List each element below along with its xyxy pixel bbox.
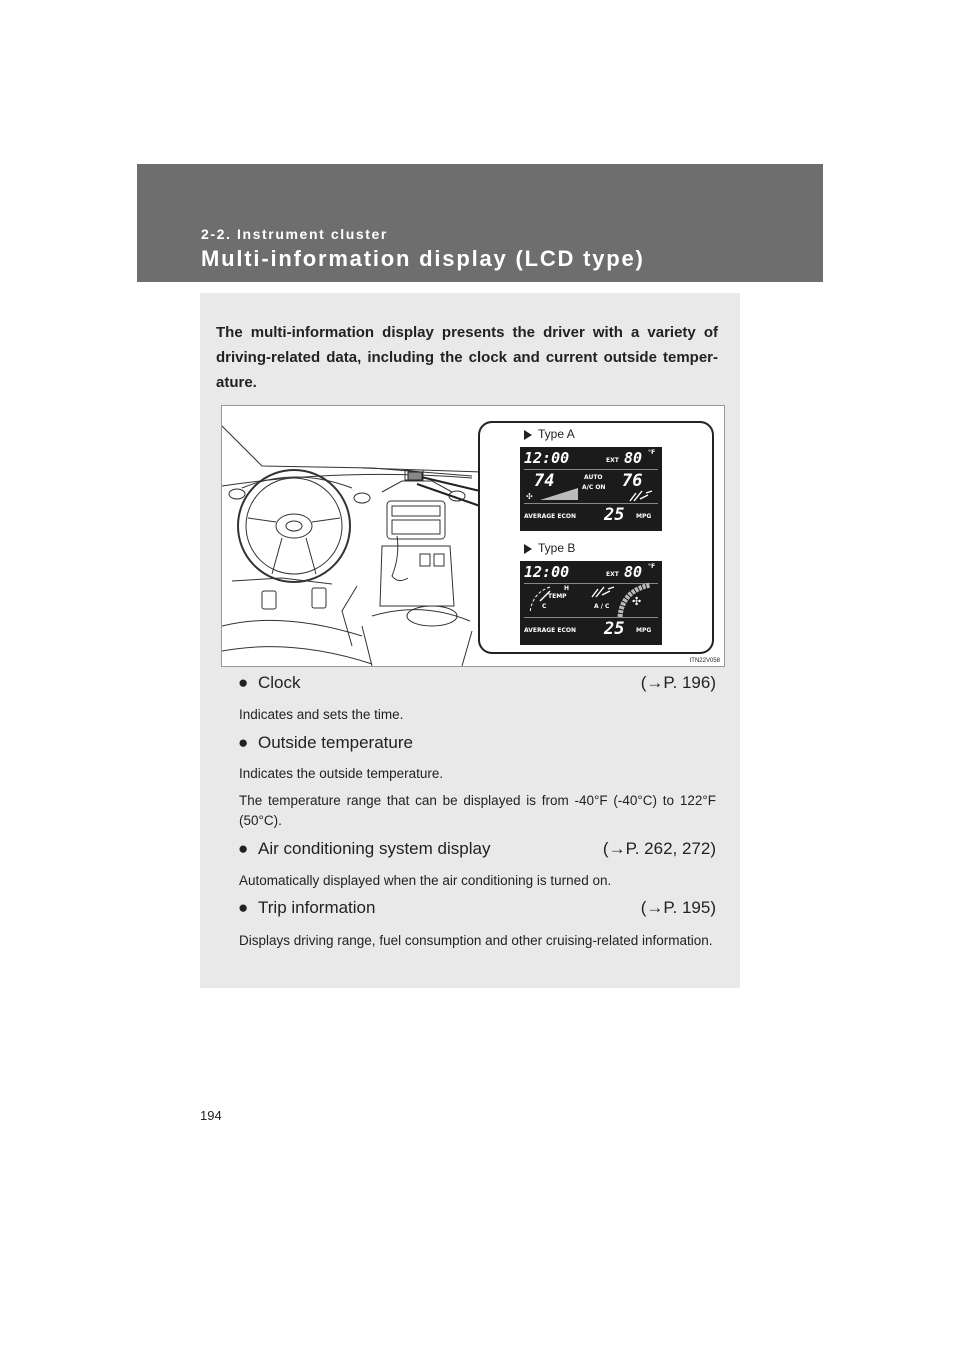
- econ-readout: 25: [604, 505, 625, 525]
- list-item-outside-temperature: [238, 733, 716, 831]
- item-heading: [238, 898, 716, 920]
- airflow-icon: [590, 585, 616, 599]
- item-description: Indicates the outside temperature.: [239, 766, 444, 781]
- item-heading: [238, 839, 716, 861]
- bullet-icon: ●: [238, 898, 249, 917]
- list-item-clock: [238, 673, 716, 725]
- lcd-divider: [524, 503, 658, 504]
- ac-label: A / C: [594, 603, 610, 610]
- bullet-icon: ●: [238, 673, 249, 692]
- ext-label: EXT: [606, 571, 619, 578]
- section-label: 2-2. Instrument cluster: [201, 226, 388, 242]
- fan-icon: ✣: [526, 492, 533, 501]
- cold-label: C: [542, 603, 547, 610]
- fan-level-bars-icon: [540, 487, 580, 501]
- ext-label: EXT: [606, 457, 619, 464]
- figure-code: ITN22V058: [689, 658, 720, 664]
- item-description: Indicates and sets the time.: [239, 707, 404, 722]
- item-heading: [238, 673, 716, 695]
- clock-readout: 12:00: [524, 449, 570, 467]
- hot-label: H: [564, 585, 570, 592]
- mpg-label: MPG: [636, 513, 652, 520]
- page-number: 194: [200, 1108, 222, 1123]
- item-description: Displays driving range, fuel consumption and other cruising-related information.: [239, 933, 713, 948]
- left-temp-readout: 74: [534, 471, 555, 491]
- airflow-icon: [628, 489, 654, 503]
- auto-label: AUTO: [584, 474, 603, 481]
- intro-text: The multi-information display presents the driver with a variety of driving-related data, including the clock and current outside temper-ature.: [216, 324, 718, 391]
- arrow-icon: [524, 430, 532, 440]
- ext-temp-readout: 80: [624, 563, 643, 581]
- item-description: The temperature range that can be displayed is from -40°F (-40°C) to 122°F (50°C).: [239, 793, 716, 828]
- type-b-label: Type B: [524, 541, 575, 555]
- list-item-air-conditioning: [238, 839, 716, 891]
- page-reference-link[interactable]: (→P. 196): [640, 673, 716, 692]
- econ-readout: 25: [604, 619, 625, 639]
- item-label: Trip information: [258, 898, 376, 917]
- page-reference-link[interactable]: (→P. 195): [640, 898, 716, 917]
- bullet-icon: ●: [238, 733, 249, 752]
- item-label: Air conditioning system display: [258, 839, 491, 858]
- econ-label: AVERAGE ECON: [524, 627, 576, 634]
- bullet-icon: ●: [238, 839, 249, 858]
- item-label: Clock: [258, 673, 301, 692]
- lcd-divider: [524, 469, 658, 470]
- lcd-divider: [524, 617, 658, 618]
- econ-label: AVERAGE ECON: [524, 513, 576, 520]
- right-temp-readout: 76: [622, 471, 643, 491]
- page-title: Multi-information display (LCD type): [201, 246, 645, 271]
- temp-unit: °F: [648, 449, 656, 456]
- item-heading: [238, 733, 716, 755]
- section-header: [137, 164, 823, 282]
- list-item-trip-information: [238, 898, 716, 951]
- item-description: Automatically displayed when the air conditioning is turned on.: [239, 873, 612, 888]
- temp-label: TEMP: [548, 593, 567, 600]
- ext-temp-readout: 80: [624, 449, 643, 467]
- mpg-label: MPG: [636, 627, 652, 634]
- lcd-type-a: [520, 447, 662, 531]
- fan-icon: ✣: [632, 595, 642, 608]
- page-reference-link[interactable]: (→P. 262, 272): [602, 839, 716, 858]
- arrow-icon: [524, 544, 532, 554]
- display-inset: [478, 421, 714, 654]
- lcd-type-b: [520, 561, 662, 645]
- item-label: Outside temperature: [258, 733, 413, 752]
- ac-on-label: A/C ON: [582, 484, 606, 491]
- type-a-label: Type A: [524, 427, 575, 441]
- temp-unit: °F: [648, 563, 656, 570]
- clock-readout: 12:00: [524, 563, 570, 581]
- dashboard-figure: [221, 405, 725, 667]
